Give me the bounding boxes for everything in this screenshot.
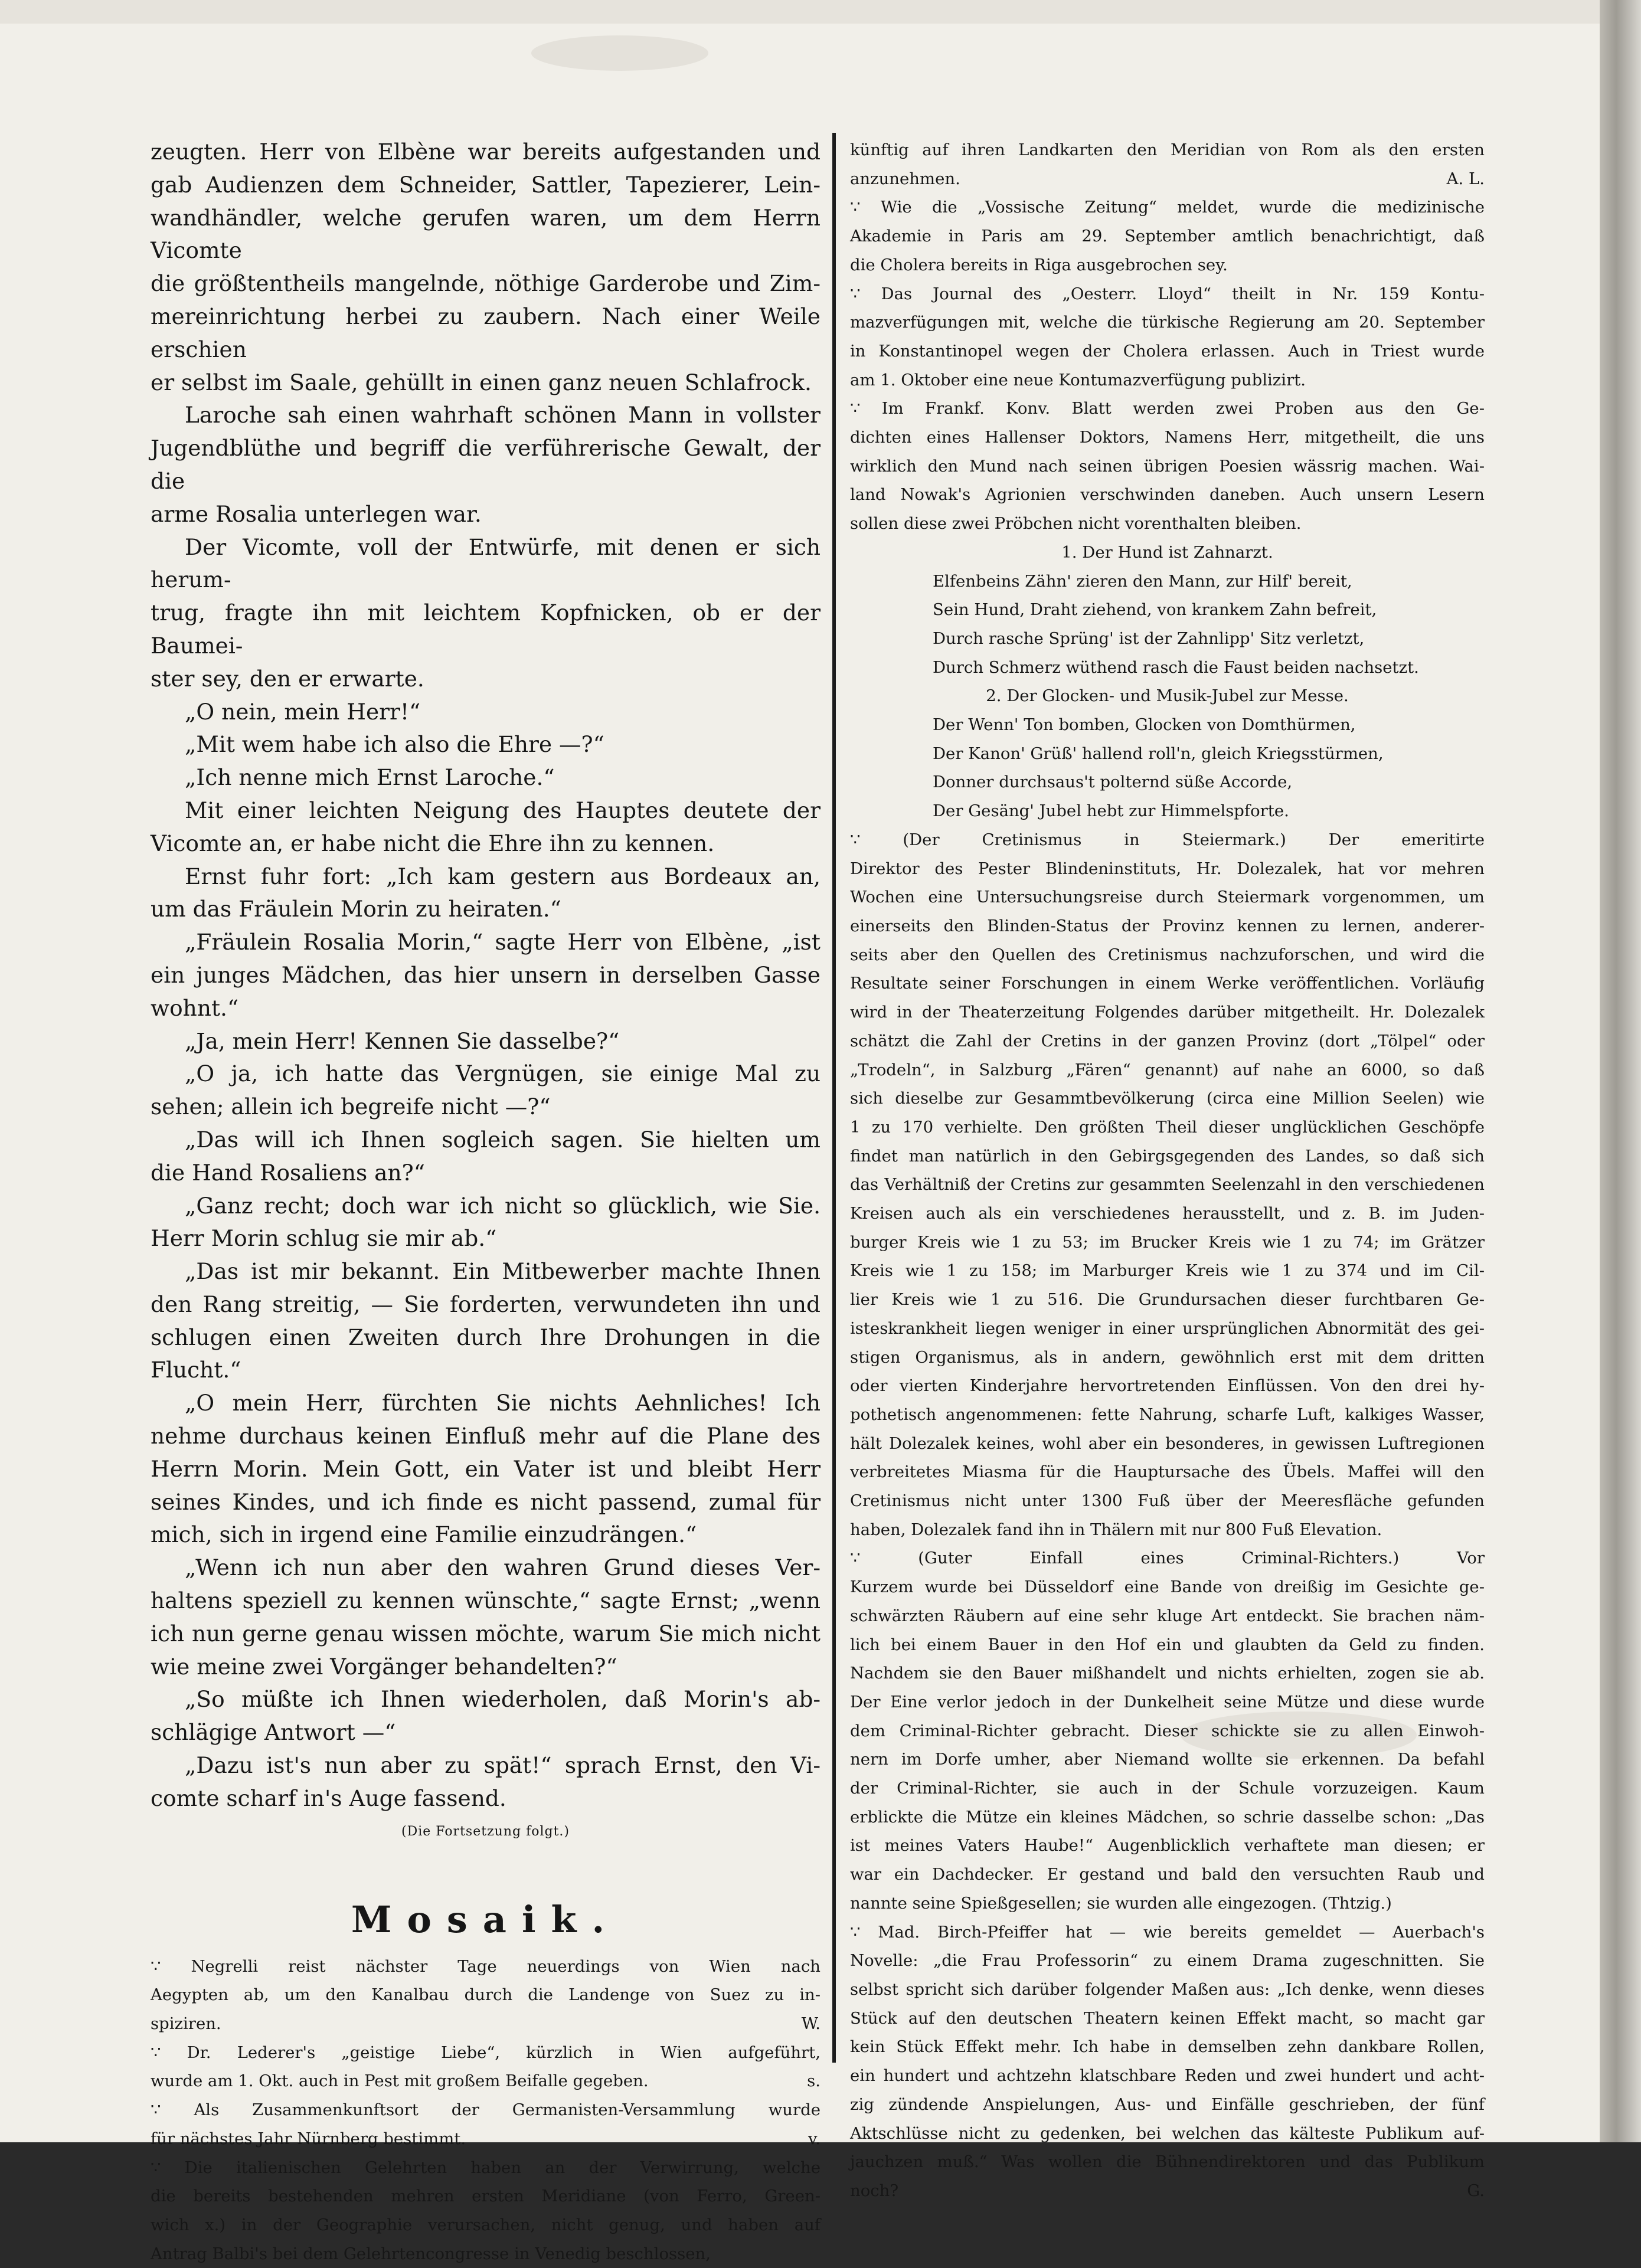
line-text: war ein Dachdecker. Er gestand und bald den versuchten Raub und xyxy=(850,1865,1485,1884)
line-text: spiziren. xyxy=(151,2014,221,2034)
text-line xyxy=(850,1056,1485,1085)
line-text: Akademie in Paris am 29. September amtlich benachrichtigt, daß xyxy=(850,227,1485,246)
text-line xyxy=(151,696,820,729)
text-line xyxy=(151,366,820,400)
text-line xyxy=(850,280,1485,309)
story-text xyxy=(151,136,820,1815)
poem-line: Durch Schmerz wüthend rasch die Faust beiden nachsetzt. xyxy=(933,657,1419,677)
line-text: Vicomte an, er habe nicht die Ehre ihn zu kennen. xyxy=(151,830,715,856)
text-line xyxy=(850,1889,1485,1918)
line-text: wandhändler, welche gerufen waren, um dem Herrn Vicomte xyxy=(151,204,820,264)
text-line xyxy=(850,1314,1485,1343)
line-text: künftig auf ihren Landkarten den Meridian von Rom als den ersten xyxy=(850,140,1485,159)
text-line xyxy=(151,1288,820,1321)
text-line xyxy=(151,959,820,1025)
line-text: Kurzem wurde bei Düsseldorf eine Bande von dreißig im Gesichte ge- xyxy=(850,1578,1485,1597)
poem-line: Der Kanon' Grüß' hallend roll'n, gleich Kriegsstürmen, xyxy=(933,744,1384,763)
text-line xyxy=(850,1142,1485,1171)
text-line xyxy=(151,1716,820,1749)
page-top-edge xyxy=(0,0,1641,24)
line-text: isteskrankheit liegen weniger in einer ursprünglichen Abnormität des gei- xyxy=(850,1318,1485,1338)
line-text: „Ja, mein Herr! Kennen Sie dasselbe?“ xyxy=(185,1027,620,1054)
text-line xyxy=(151,597,820,663)
text-line xyxy=(151,300,820,366)
line-text: der Criminal-Richter, sie auch in der Schule vorzuzeigen. Kaum xyxy=(850,1779,1485,1798)
text-line xyxy=(151,1486,820,1519)
text-line xyxy=(151,1387,820,1420)
line-text: ∵ (Guter Einfall eines Criminal-Richters.) Vor xyxy=(850,1549,1485,1568)
line-text: ∵ Im Frankf. Konv. Blatt werden zwei Proben aus den Ge- xyxy=(850,399,1485,418)
text-line xyxy=(151,1255,820,1288)
line-text: „Trodeln“, in Salzburg „Fären“ genannt) auf nahe an 6000, so daß xyxy=(850,1060,1485,1079)
line-text: Cretinismus nicht unter 1300 Fuß über der Meeresfläche gefunden xyxy=(850,1491,1485,1511)
text-line xyxy=(850,1113,1485,1142)
line-text: „Wenn ich nun aber den wahren Grund dieses Ver- xyxy=(185,1554,820,1581)
text-line xyxy=(151,1025,820,1058)
poem-1 xyxy=(850,567,1485,682)
line-text: die Cholera bereits in Riga ausgebrochen sey. xyxy=(850,255,1228,274)
text-line xyxy=(850,1400,1485,1429)
right-column xyxy=(850,136,1485,2205)
column-divider-rule xyxy=(832,133,836,2063)
text-line xyxy=(850,941,1485,970)
text-line xyxy=(151,1651,820,1684)
line-text: kein Stück Effekt mehr. Ich habe in demselben zehn dankbare Rollen, xyxy=(850,2037,1485,2057)
line-text: um das Fräulein Morin zu heiraten.“ xyxy=(151,896,561,922)
text-line xyxy=(850,912,1485,941)
text-line xyxy=(151,1981,820,2010)
text-line xyxy=(850,1803,1485,1832)
item-signature: v. xyxy=(808,2129,820,2148)
line-text: schlugen einen Zweiten durch Ihre Drohungen in die Flucht.“ xyxy=(151,1324,820,1383)
text-line xyxy=(151,2125,820,2154)
line-text: zeugten. Herr von Elbène war bereits aufgestanden und xyxy=(151,139,820,165)
text-line xyxy=(850,1458,1485,1487)
poem-line: Donner durchsaus't polternd süße Accorde, xyxy=(933,773,1293,792)
text-line xyxy=(850,2090,1485,2119)
line-text: am 1. Oktober eine neue Kontumazverfügung publizirt. xyxy=(850,370,1306,390)
line-text: schwärzten Räubern auf eine sehr kluge Art entdeckt. Sie brachen näm- xyxy=(850,1606,1485,1625)
text-line xyxy=(151,827,820,860)
text-line xyxy=(151,1749,820,1782)
poem-1-title: 1. Der Hund ist Zahnarzt. xyxy=(1061,542,1273,562)
text-line xyxy=(151,1782,820,1815)
text-line xyxy=(850,2061,1485,2090)
text-line xyxy=(151,663,820,696)
text-line xyxy=(850,366,1485,395)
text-line xyxy=(151,1552,820,1585)
line-text: selbst spricht sich darüber folgender Maßen aus: „Ich denke, wenn dieses xyxy=(850,1980,1485,1999)
text-line xyxy=(151,2154,820,2182)
line-text: ∵ Mad. Birch-Pfeiffer hat — wie bereits gemeldet — Auerbach's xyxy=(850,1922,1485,1942)
page-binding-edge xyxy=(1600,0,1641,2142)
text-line xyxy=(850,826,1485,855)
line-text: Mit einer leichten Neigung des Hauptes deutete der xyxy=(185,797,820,823)
text-line xyxy=(151,1585,820,1618)
text-line xyxy=(151,1222,820,1255)
line-text: einerseits den Blinden-Status der Provinz kennen zu lernen, anderer- xyxy=(850,916,1485,935)
line-text: „Ich nenne mich Ernst Laroche.“ xyxy=(185,764,555,791)
line-text: sehen; allein ich begreife nicht —?“ xyxy=(151,1094,551,1120)
text-line xyxy=(151,1618,820,1651)
line-text: in Konstantinopel wegen der Cholera erlassen. Auch in Triest wurde xyxy=(850,341,1485,361)
text-line xyxy=(850,1975,1485,2004)
line-text: er selbst im Saale, gehüllt in einen ganz neuen Schlafrock. xyxy=(151,369,812,395)
line-text: pothetisch angenommenen: fette Nahrung, scharfe Luft, kalkiges Wasser, xyxy=(850,1405,1485,1424)
line-text: erblickte die Mütze ein kleines Mädchen, so schrie dasselbe schon: „Das xyxy=(850,1807,1485,1827)
text-line xyxy=(151,893,820,926)
line-text: verbreitetes Miasma für die Hauptursache des Übels. Maffei will den xyxy=(850,1462,1485,1482)
line-text: Herr Morin schlug sie mir ab.“ xyxy=(151,1225,497,1252)
line-text: „Das ist mir bekannt. Ein Mitbewerber machte Ihnen xyxy=(185,1258,820,1285)
text-line xyxy=(850,480,1485,509)
text-line xyxy=(850,855,1485,883)
line-text: hält Dolezalek keines, wohl aber ein besonderes, in gewissen Luftregionen xyxy=(850,1434,1485,1453)
text-line xyxy=(151,926,820,959)
text-line xyxy=(850,998,1485,1027)
line-text: Herrn Morin. Mein Gott, ein Vater ist und bleibt Herr xyxy=(151,1455,820,1482)
text-line xyxy=(151,794,820,827)
line-text: wurde am 1. Okt. auch in Pest mit großem Beifalle gegeben. xyxy=(151,2071,649,2091)
line-text: land Nowak's Agrionien verschwinden daneben. Auch unsern Lesern xyxy=(850,485,1485,505)
item-signature: G. xyxy=(1467,2181,1485,2200)
text-line xyxy=(850,423,1485,452)
line-text: das Verhältniß der Cretins zur gesammten Seelenzahl in den verschiedenen xyxy=(850,1175,1485,1194)
line-text: Stück auf den deutschen Theatern keinen Effekt macht, so macht gar xyxy=(850,2008,1485,2028)
text-line xyxy=(850,1487,1485,1516)
text-line xyxy=(850,337,1485,366)
line-text: ∵ Negrelli reist nächster Tage neuerdings von Wien nach xyxy=(151,1956,820,1976)
text-line xyxy=(151,2211,820,2240)
poem-line: Der Wenn' Ton bomben, Glocken von Domthürmen, xyxy=(933,715,1356,735)
line-text: ich nun gerne genau wissen möchte, warum Sie mich nicht xyxy=(151,1620,820,1647)
line-text: ist meines Vaters Haube!“ Augenblicklich verhaftete man diesen; er xyxy=(850,1836,1485,1855)
text-line xyxy=(850,1573,1485,1602)
text-line xyxy=(850,883,1485,912)
item-signature: W. xyxy=(801,2014,820,2034)
text-line xyxy=(151,1420,820,1453)
text-line xyxy=(151,2096,820,2125)
line-text: dem Criminal-Richter gebracht. Dieser schickte sie zu allen Einwoh- xyxy=(850,1721,1485,1740)
text-line xyxy=(850,1084,1485,1113)
line-text: ein junges Mädchen, das hier unsern in derselben Gasse wohnt.“ xyxy=(151,961,820,1021)
text-line xyxy=(850,2119,1485,2148)
line-text: Der Eine verlor jedoch in der Dunkelheit seine Mütze und diese wurde xyxy=(850,1692,1485,1711)
text-line xyxy=(151,1321,820,1387)
text-line xyxy=(151,728,820,761)
text-line xyxy=(850,1170,1485,1199)
line-text: Novelle: „die Frau Professorin“ zu einem Drama zugeschnitten. Sie xyxy=(850,1951,1485,1971)
line-text: nehme durchaus keinen Einfluß mehr auf die Plane des xyxy=(151,1423,820,1449)
text-line xyxy=(850,1343,1485,1372)
text-line xyxy=(151,1058,820,1091)
text-line xyxy=(151,2182,820,2211)
line-text: schätzt die Zahl der Cretins in der ganzen Provinz (dort „Tölpel“ oder xyxy=(850,1031,1485,1050)
line-text: Der Vicomte, voll der Entwürfe, mit denen er sich herum- xyxy=(151,534,820,593)
line-text: die bereits bestehenden mehren ersten Meridiane (von Ferro, Green- xyxy=(151,2187,820,2206)
line-text: schlägige Antwort —“ xyxy=(151,1719,396,1746)
line-text: „O ja, ich hatte das Vergnügen, sie einige Mal zu xyxy=(185,1061,820,1087)
text-line xyxy=(151,1683,820,1716)
text-line xyxy=(850,165,1485,194)
text-line xyxy=(850,1717,1485,1746)
text-line xyxy=(850,1544,1485,1573)
line-text: nannte seine Spießgesellen; sie wurden alle eingezogen. (Thtzig.) xyxy=(850,1893,1392,1913)
text-line xyxy=(850,251,1485,280)
line-text: noch? xyxy=(850,2181,899,2200)
line-text: die Hand Rosaliens an?“ xyxy=(151,1159,425,1186)
text-line xyxy=(151,136,820,169)
line-text: den Rang streitig, — Sie forderten, verwundeten ihn und xyxy=(151,1291,820,1317)
text-line xyxy=(151,1518,820,1552)
line-text: Nachdem sie den Bauer mißhandelt und nichts erhielten, zogen sie ab. xyxy=(850,1664,1485,1683)
line-text: Laroche sah einen wahrhaft schönen Mann in vollster xyxy=(185,402,820,428)
item-signature: s. xyxy=(807,2071,820,2091)
line-text: gab Audienzen dem Schneider, Sattler, Tapezierer, Lein- xyxy=(151,171,820,198)
line-text: ∵ (Der Cretinismus in Steiermark.) Der emeritirte xyxy=(850,830,1485,849)
line-text: die größtentheils mangelnde, nöthige Garderobe und Zim- xyxy=(151,270,820,297)
line-text: „So müßte ich Ihnen wiederholen, daß Morin's ab- xyxy=(185,1686,820,1713)
text-line xyxy=(151,1157,820,1190)
line-text: ster sey, den er erwarte. xyxy=(151,665,424,692)
text-line xyxy=(850,1946,1485,1975)
line-text: Aegypten ab, um den Kanalbau durch die Landenge von Suez zu in- xyxy=(151,1985,820,2005)
text-line xyxy=(850,1516,1485,1544)
text-line xyxy=(151,860,820,894)
line-text: „Das will ich Ihnen sogleich sagen. Sie hielten um xyxy=(185,1126,820,1153)
text-line xyxy=(850,2177,1485,2205)
text-line xyxy=(151,267,820,300)
text-line xyxy=(850,1659,1485,1688)
line-text: Jugendblüthe und begriff die verführerische Gewalt, der die xyxy=(151,435,820,494)
text-line xyxy=(850,1745,1485,1774)
text-line xyxy=(850,1228,1485,1257)
mosaik-items xyxy=(151,1952,820,2268)
text-line xyxy=(850,969,1485,998)
text-line xyxy=(850,1602,1485,1631)
line-text: ∵ Die italienischen Gelehrten haben an der Verwirrung, welche xyxy=(151,2158,820,2177)
text-line xyxy=(151,498,820,531)
left-column xyxy=(151,136,820,2268)
continuation-note: (Die Fortsetzung folgt.) xyxy=(401,1824,570,1839)
text-line xyxy=(850,2033,1485,2061)
line-text: mazverfügungen mit, welche die türkische Regierung am 20. September xyxy=(850,313,1485,332)
line-text: sich dieselbe zur Gesammtbevölkerung (circa eine Million Seelen) wie xyxy=(850,1089,1485,1108)
line-text: „Ganz recht; doch war ich nicht so glücklich, wie Sie. xyxy=(185,1192,820,1219)
line-text: seines Kindes, und ich finde es nicht passend, zumal für xyxy=(151,1488,820,1515)
line-text: ein hundert und achtzehn klatschbare Reden und zwei hundert und acht- xyxy=(850,2066,1485,2086)
line-text: „O nein, mein Herr!“ xyxy=(185,698,421,725)
line-text: arme Rosalia unterlegen war. xyxy=(151,500,482,527)
mosaik-heading: Mosaik. xyxy=(351,1897,620,1941)
line-text: seits aber den Quellen des Cretinismus nachzuforschen, und wird die xyxy=(850,945,1485,964)
line-text: ∵ Das Journal des „Oesterr. Lloyd“ theilt in Nr. 159 Kontu- xyxy=(850,284,1485,303)
text-line xyxy=(850,1429,1485,1458)
text-line xyxy=(850,1285,1485,1314)
text-line xyxy=(850,1688,1485,1717)
line-text: Ernst fuhr fort: „Ich kam gestern aus Bordeaux an, xyxy=(185,863,820,889)
text-line xyxy=(850,1027,1485,1056)
line-text: comte scharf in's Auge fassend. xyxy=(151,1785,506,1811)
text-line xyxy=(151,1091,820,1124)
text-line xyxy=(850,136,1485,165)
poem-line: Durch rasche Sprüng' ist der Zahnlipp' Sitz verletzt, xyxy=(933,629,1365,648)
line-text: „Fräulein Rosalia Morin,“ sagte Herr von Elbène, „ist xyxy=(185,929,820,955)
line-text: findet man natürlich in den Gebirgsgegenden des Landes, so daß sich xyxy=(850,1146,1485,1166)
line-text: Direktor des Pester Blindeninstituts, Hr. Dolezalek, hat vor mehren xyxy=(850,859,1485,878)
text-line xyxy=(850,2148,1485,2177)
line-text: oder vierten Kinderjahre hervortretenden Einflüssen. Von den drei hy- xyxy=(850,1376,1485,1396)
text-line xyxy=(850,1256,1485,1285)
poem-2 xyxy=(850,711,1485,826)
text-line xyxy=(151,761,820,794)
text-line xyxy=(850,1918,1485,1947)
line-text: Aktschlüsse nicht zu gedenken, bei welchen das kälteste Publikum auf- xyxy=(850,2123,1485,2143)
line-text: Kreis wie 1 zu 158; im Marburger Kreis wie 1 zu 374 und im Cil- xyxy=(850,1261,1485,1281)
line-text: Kreisen auch als ein verschiedenes herausstellt, und z. B. im Juden- xyxy=(850,1204,1485,1223)
line-text: nern im Dorfe umher, aber Niemand wollte sie erkennen. Da befahl xyxy=(850,1750,1485,1769)
line-text: sollen diese zwei Pröbchen nicht vorenthalten bleiben. xyxy=(850,514,1302,534)
line-text: wich x.) in der Geographie verursachen, nicht genug, und haben auf xyxy=(151,2215,820,2234)
poem-line: Sein Hund, Draht ziehend, von krankem Zahn befreit, xyxy=(933,600,1377,620)
text-line xyxy=(151,169,820,202)
text-line xyxy=(850,1860,1485,1889)
line-text: haben, Dolezalek fand ihn in Thälern mit nur 800 Fuß Elevation. xyxy=(850,1520,1382,1539)
text-line xyxy=(850,1831,1485,1860)
line-text: lier Kreis wie 1 zu 516. Die Grundursachen dieser furchtbaren Ge- xyxy=(850,1290,1485,1310)
text-line xyxy=(151,2038,820,2067)
text-line xyxy=(850,1372,1485,1400)
poem-block xyxy=(850,538,1485,826)
line-text: wirklich den Mund nach seinen übrigen Poesien wässrig machen. Wai- xyxy=(850,456,1485,476)
text-line xyxy=(151,2067,820,2096)
text-line xyxy=(850,509,1485,538)
line-text: Wochen eine Untersuchungsreise durch Steiermark vorgenommen, um xyxy=(850,888,1485,907)
poem-line: Der Gesäng' Jubel hebt zur Himmelspforte. xyxy=(933,801,1289,821)
line-text: mich, sich in irgend eine Familie einzudrängen.“ xyxy=(151,1521,697,1548)
line-text: anzunehmen. xyxy=(850,169,960,188)
text-line xyxy=(850,193,1485,222)
line-text: „Mit wem habe ich also die Ehre —?“ xyxy=(185,731,604,758)
text-line xyxy=(151,432,820,498)
line-text: mereinrichtung herbei zu zaubern. Nach einer Weile erschien xyxy=(151,303,820,362)
line-text: „Dazu ist's nun aber zu spät!“ sprach Ernst, den Vi- xyxy=(185,1752,820,1779)
text-line xyxy=(151,399,820,432)
poem-line: Elfenbeins Zähn' zieren den Mann, zur Hilf' bereit, xyxy=(933,571,1352,591)
line-text: wird in der Theaterzeitung Folgendes darüber mitgetheilt. Hr. Dolezalek xyxy=(850,1003,1485,1022)
text-line xyxy=(850,1774,1485,1803)
line-text: burger Kreis wie 1 zu 53; im Brucker Kreis wie 1 zu 74; im Grätzer xyxy=(850,1232,1485,1252)
line-text: dichten eines Hallenser Doktors, Namens Herr, mitgetheilt, die uns xyxy=(850,428,1485,447)
text-line xyxy=(850,308,1485,337)
text-line xyxy=(151,531,820,597)
line-text: ∵ Als Zusammenkunftsort der Germanisten-Versammlung wurde xyxy=(151,2100,820,2120)
line-text: haltens speziell zu kennen wünschte,“ sagte Ernst; „wenn xyxy=(151,1588,820,1614)
text-line xyxy=(151,1952,820,1981)
news-items xyxy=(850,136,1485,538)
poem-2-title: 2. Der Glocken- und Musik-Jubel zur Messe. xyxy=(986,686,1349,706)
line-text: wie meine zwei Vorgänger behandelten?“ xyxy=(151,1653,617,1680)
text-line xyxy=(850,394,1485,423)
item-signature: A. L. xyxy=(1446,169,1485,188)
text-line xyxy=(151,1124,820,1157)
text-line xyxy=(850,452,1485,481)
news-items-2 xyxy=(850,826,1485,2205)
text-line xyxy=(151,2010,820,2038)
text-line xyxy=(151,2240,820,2268)
text-line xyxy=(151,1453,820,1486)
line-text: trug, fragte ihn mit leichtem Kopfnicken, ob er der Baumei- xyxy=(151,600,820,659)
line-text: Resultate seiner Forschungen in einem Werke veröffentlichen. Vorläufig xyxy=(850,974,1485,993)
text-line xyxy=(850,1199,1485,1228)
line-text: stigen Organismus, als in andern, gewöhnlich erst mit dem dritten xyxy=(850,1347,1485,1367)
text-line xyxy=(850,2004,1485,2033)
text-line xyxy=(850,1631,1485,1660)
line-text: 1 zu 170 verhielte. Den größten Theil dieser unglücklichen Geschöpfe xyxy=(850,1117,1485,1137)
line-text: zig zündende Anspielungen, Aus- und Einfälle geschrieben, der fünf xyxy=(850,2094,1485,2114)
text-line xyxy=(151,1190,820,1223)
line-text: für nächstes Jahr Nürnberg bestimmt. xyxy=(151,2129,466,2148)
line-text: ∵ Dr. Lederer's „geistige Liebe“, kürzlich in Wien aufgeführt, xyxy=(151,2043,820,2062)
text-line xyxy=(151,202,820,268)
line-text: lich bei einem Bauer in den Hof ein und glaubten da Geld zu finden. xyxy=(850,1635,1485,1654)
line-text: „O mein Herr, fürchten Sie nichts Aehnliches! Ich xyxy=(185,1390,820,1416)
line-text: ∵ Wie die „Vossische Zeitung“ meldet, wurde die medizinische xyxy=(850,198,1485,217)
text-line xyxy=(850,222,1485,251)
line-text: Antrag Balbi's bei dem Gelehrtencongresse in Venedig beschlossen, xyxy=(151,2244,711,2263)
paper-stain xyxy=(531,35,708,71)
line-text: jauchzen muß.“ Was wollen die Bühnendirektoren und das Publikum xyxy=(850,2152,1485,2172)
